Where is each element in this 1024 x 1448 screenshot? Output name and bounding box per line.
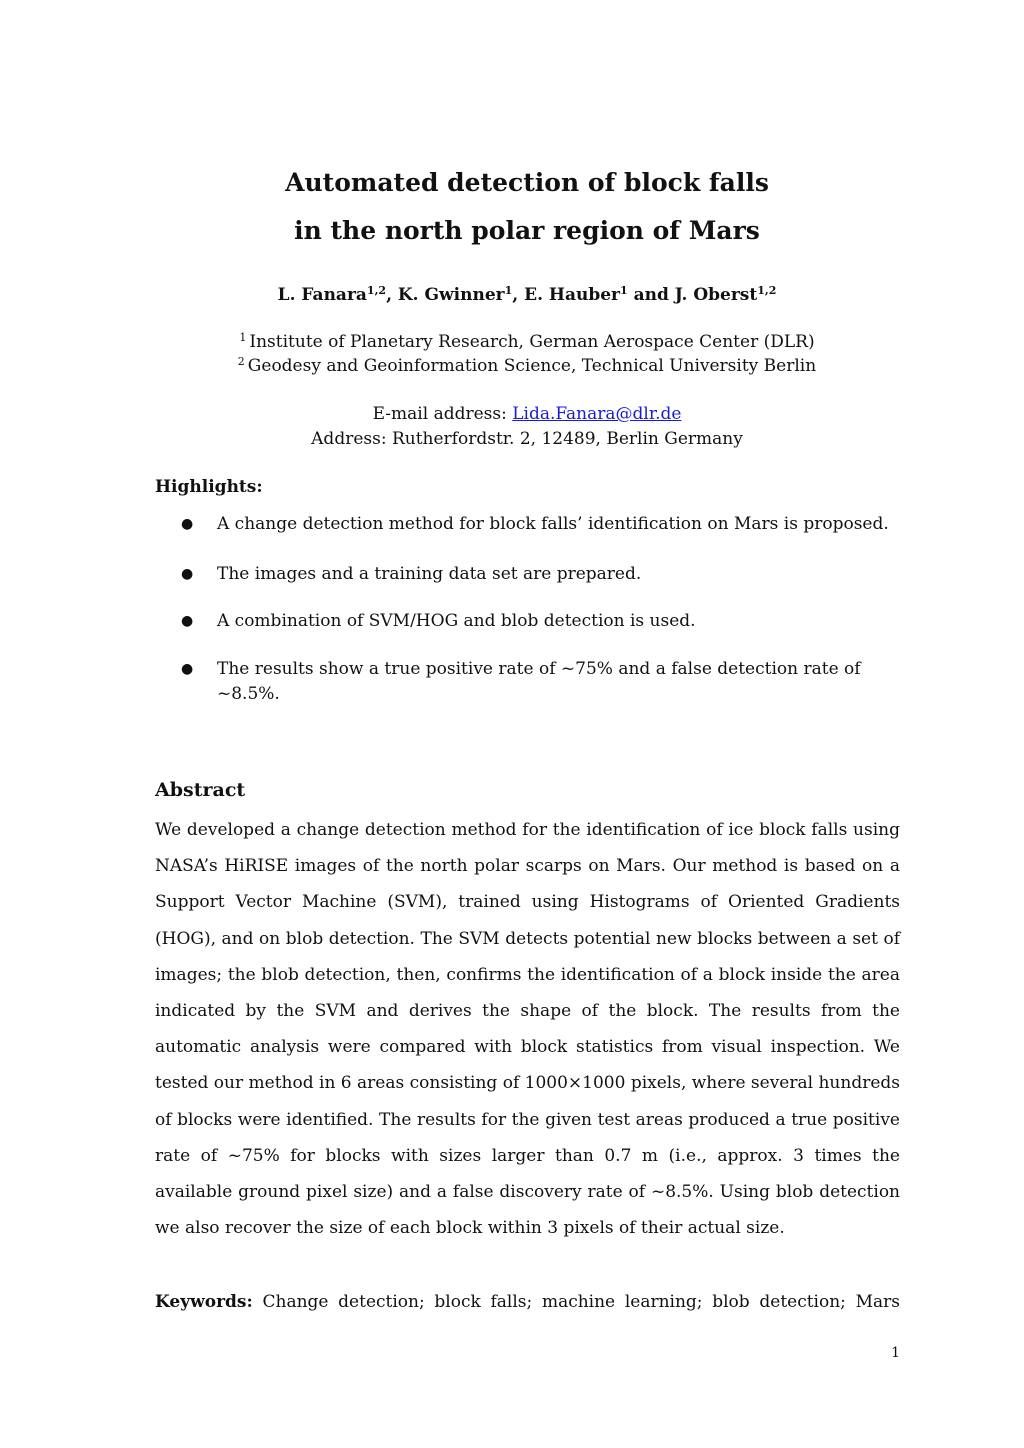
abstract-heading: Abstract <box>155 779 246 801</box>
highlight-text: A change detection method for block falls’ identification on Mars is proposed. <box>217 514 889 534</box>
author-name: E. Hauber <box>524 285 621 305</box>
author-affiliation-mark: 1 <box>620 284 628 297</box>
author-separator: , <box>386 285 398 305</box>
bullet-icon: ● <box>181 566 194 582</box>
highlight-item <box>155 657 900 707</box>
affiliation-1 <box>0 331 1024 353</box>
email-line <box>0 403 1024 425</box>
highlights-heading: Highlights: <box>155 477 263 497</box>
affiliation-number: 2 <box>237 355 245 368</box>
keywords-text: Change detection; block falls; machine learning; blob detection; Mars <box>262 1292 901 1312</box>
affiliation-number: 1 <box>239 331 247 344</box>
highlight-text: The images and a training data set are prepared. <box>217 564 642 584</box>
author-separator: , <box>512 285 525 305</box>
bullet-icon: ● <box>181 613 194 629</box>
email-label: E-mail address: <box>372 404 513 424</box>
highlight-text: The results show a true positive rate of ~75% and a false detection rate of ~8.5%. <box>217 659 861 704</box>
paper-title-line-1: Automated detection of block falls <box>285 168 769 197</box>
highlight-text: A combination of SVM/HOG and blob detection is used. <box>217 611 696 631</box>
paper-title-line-2: in the north polar region of Mars <box>294 216 760 245</box>
bullet-icon: ● <box>181 516 194 532</box>
affiliation-text: Geodesy and Geoinformation Science, Technical University Berlin <box>247 356 817 376</box>
abstract-text: We developed a change detection method for the identification of ice block falls using NASA’s HiRISE images of the north polar scarps on Mars. Our method is based on a Support Vector Machine (SVM), trained using Histograms of Oriented Gradients (HOG), and on blob detection. The SVM detects potential new blocks between a set of images; the blob detection, then, confirms the identification of a block inside the area indicated by the SVM and derives the shape of the block. The results from the automatic analysis were compared with block statistics from visual inspection. We tested our method in 6 areas consisting of 1000×1000 pixels, where several hundreds of blocks were identified. The results for the given test areas produced a true positive rate of ~75% for blocks with sizes larger than 0.7 m (i.e., approx. 3 times the available ground pixel size) and a false discovery rate of ~8.5%. Using blob detection we also recover the size of each block within 3 pixels of their actual size. <box>155 820 900 1239</box>
author-name: L. Fanara <box>277 285 367 305</box>
keywords-line <box>155 1284 900 1320</box>
highlight-item <box>155 562 900 587</box>
affiliation-2 <box>0 355 1024 377</box>
author-affiliation-mark: 1,2 <box>757 284 777 297</box>
highlight-item <box>155 609 900 634</box>
author-list <box>0 284 1024 306</box>
keywords-label: Keywords: <box>155 1292 253 1312</box>
affiliation-text: Institute of Planetary Research, German Aerospace Center (DLR) <box>249 332 815 352</box>
author-affiliation-mark: 1,2 <box>366 284 387 297</box>
highlight-item <box>155 512 900 537</box>
author-separator: and <box>627 285 675 305</box>
email-link[interactable]: Lida.Fanara@dlr.de <box>512 404 682 424</box>
author-affiliation-mark: 1 <box>504 284 513 297</box>
postal-address: Address: Rutherfordstr. 2, 12489, Berlin Germany <box>311 429 743 449</box>
author-name: J. Oberst <box>674 285 758 305</box>
author-name: K. Gwinner <box>397 285 505 305</box>
page-number: 1 <box>891 1345 900 1361</box>
bullet-icon: ● <box>181 661 194 677</box>
